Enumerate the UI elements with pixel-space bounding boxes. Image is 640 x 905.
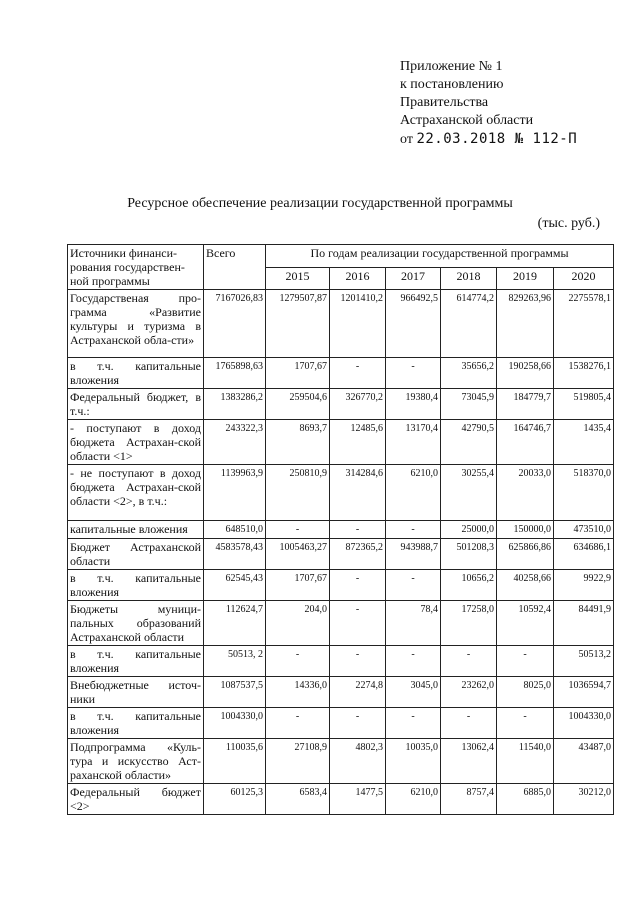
row-source: Федеральный бюджет, в т.ч.: <box>68 389 204 420</box>
header-years-group: По годам реализации государственной программы <box>266 245 614 268</box>
table-row <box>68 358 614 389</box>
header-source: Источники финанси-рования государствен-ной программы <box>68 245 204 290</box>
row-value-2020: 1036594,7 <box>554 677 614 708</box>
row-total: 112624,7 <box>204 601 266 646</box>
row-source: Бюджет Астраханской области <box>68 539 204 570</box>
row-value-2019: 11540,0 <box>497 739 554 784</box>
row-total: 243322,3 <box>204 420 266 465</box>
table-row <box>68 521 614 539</box>
appendix-line-1: Приложение № 1 <box>400 59 503 74</box>
row-value-2019: 10592,4 <box>497 601 554 646</box>
row-value-2018: 8757,4 <box>441 784 497 815</box>
appendix-block <box>400 58 577 149</box>
appendix-date-value: 22.03.2018 № 112-П <box>416 131 578 147</box>
row-source: капитальные вложения <box>68 521 204 539</box>
row-value-2017: - <box>386 708 441 739</box>
row-value-2019: - <box>497 708 554 739</box>
row-value-2020: 518370,0 <box>554 465 614 521</box>
row-value-2020: 30212,0 <box>554 784 614 815</box>
appendix-line-3: Правительства <box>400 95 489 110</box>
row-value-2017: - <box>386 646 441 677</box>
row-value-2020: 1435,4 <box>554 420 614 465</box>
row-value-2015: - <box>266 521 330 539</box>
header-year-2019: 2019 <box>497 267 554 290</box>
row-value-2016: - <box>330 570 386 601</box>
row-value-2018: 73045,9 <box>441 389 497 420</box>
row-value-2020: 84491,9 <box>554 601 614 646</box>
row-source: в т.ч. капитальные вложения <box>68 646 204 677</box>
table-row <box>68 677 614 708</box>
table-row <box>68 465 614 521</box>
row-value-2016: 2274,8 <box>330 677 386 708</box>
row-value-2017: - <box>386 358 441 389</box>
row-value-2017: 943988,7 <box>386 539 441 570</box>
row-value-2017: 6210,0 <box>386 784 441 815</box>
row-value-2018: 30255,4 <box>441 465 497 521</box>
row-value-2019: 40258,66 <box>497 570 554 601</box>
row-value-2016: 326770,2 <box>330 389 386 420</box>
units-label: (тыс. руб.) <box>537 216 600 231</box>
header-year-2015: 2015 <box>266 267 330 290</box>
row-source: Подпрограмма «Куль-тура и искусство Аст-раханской области» <box>68 739 204 784</box>
table-row <box>68 389 614 420</box>
row-value-2020: 50513,2 <box>554 646 614 677</box>
row-value-2015: 250810,9 <box>266 465 330 521</box>
row-total: 1087537,5 <box>204 677 266 708</box>
header-year-2020: 2020 <box>554 267 614 290</box>
row-source: в т.ч. капитальные вложения <box>68 570 204 601</box>
row-total: 50513, 2 <box>204 646 266 677</box>
row-value-2019: 164746,7 <box>497 420 554 465</box>
row-value-2019: 6885,0 <box>497 784 554 815</box>
row-value-2017: 966492,5 <box>386 290 441 358</box>
header-year-2018: 2018 <box>441 267 497 290</box>
table-row <box>68 739 614 784</box>
row-total: 1139963,9 <box>204 465 266 521</box>
row-value-2018: 42790,5 <box>441 420 497 465</box>
row-value-2017: - <box>386 521 441 539</box>
row-value-2017: 13170,4 <box>386 420 441 465</box>
row-value-2016: 314284,6 <box>330 465 386 521</box>
row-value-2018: 614774,2 <box>441 290 497 358</box>
row-value-2016: 872365,2 <box>330 539 386 570</box>
row-value-2018: 501208,3 <box>441 539 497 570</box>
appendix-date-prefix: от <box>400 132 417 147</box>
table-row <box>68 601 614 646</box>
row-value-2019: 150000,0 <box>497 521 554 539</box>
row-source: - не поступают в доход бюджета Астрахан-ской области <2>, в т.ч.: <box>68 465 204 521</box>
row-total: 1765898,63 <box>204 358 266 389</box>
row-value-2016: - <box>330 646 386 677</box>
table-row <box>68 570 614 601</box>
row-value-2015: 14336,0 <box>266 677 330 708</box>
row-value-2018: 25000,0 <box>441 521 497 539</box>
row-value-2019: 625866,86 <box>497 539 554 570</box>
row-total: 110035,6 <box>204 739 266 784</box>
row-value-2020: 1004330,0 <box>554 708 614 739</box>
row-value-2015: 1005463,27 <box>266 539 330 570</box>
row-value-2016: 1477,5 <box>330 784 386 815</box>
header-total: Всего <box>204 245 266 290</box>
row-value-2019: 184779,7 <box>497 389 554 420</box>
row-total: 7167026,83 <box>204 290 266 358</box>
table-body <box>68 290 614 815</box>
table-row <box>68 290 614 358</box>
row-value-2020: 43487,0 <box>554 739 614 784</box>
row-value-2020: 1538276,1 <box>554 358 614 389</box>
row-value-2016: - <box>330 708 386 739</box>
header-row-1 <box>68 245 614 268</box>
table-row <box>68 539 614 570</box>
row-value-2015: 259504,6 <box>266 389 330 420</box>
row-source: Бюджеты муници-пальных образований Астраханской области <box>68 601 204 646</box>
row-value-2018: 10656,2 <box>441 570 497 601</box>
row-value-2017: 19380,4 <box>386 389 441 420</box>
row-value-2016: - <box>330 358 386 389</box>
row-value-2016: - <box>330 521 386 539</box>
row-value-2020: 2275578,1 <box>554 290 614 358</box>
table-row <box>68 708 614 739</box>
row-value-2016: 12485,6 <box>330 420 386 465</box>
row-total: 4583578,43 <box>204 539 266 570</box>
row-value-2015: 27108,9 <box>266 739 330 784</box>
appendix-line-2: к постановлению <box>400 77 504 92</box>
row-value-2020: 9922,9 <box>554 570 614 601</box>
row-value-2015: - <box>266 708 330 739</box>
row-value-2017: 6210,0 <box>386 465 441 521</box>
row-value-2016: - <box>330 601 386 646</box>
row-total: 648510,0 <box>204 521 266 539</box>
resource-table <box>67 244 614 815</box>
row-value-2020: 519805,4 <box>554 389 614 420</box>
row-value-2018: - <box>441 646 497 677</box>
header-year-2016: 2016 <box>330 267 386 290</box>
appendix-date-line <box>400 130 577 149</box>
row-value-2015: - <box>266 646 330 677</box>
row-value-2018: 17258,0 <box>441 601 497 646</box>
row-source: в т.ч. капитальные вложения <box>68 708 204 739</box>
row-value-2017: 78,4 <box>386 601 441 646</box>
row-total: 1004330,0 <box>204 708 266 739</box>
row-value-2017: 3045,0 <box>386 677 441 708</box>
row-value-2020: 634686,1 <box>554 539 614 570</box>
row-value-2015: 1707,67 <box>266 570 330 601</box>
row-value-2019: 20033,0 <box>497 465 554 521</box>
row-total: 62545,43 <box>204 570 266 601</box>
header-year-2017: 2017 <box>386 267 441 290</box>
row-value-2015: 8693,7 <box>266 420 330 465</box>
row-value-2018: 35656,2 <box>441 358 497 389</box>
row-value-2019: 829263,96 <box>497 290 554 358</box>
row-value-2018: - <box>441 708 497 739</box>
row-total: 1383286,2 <box>204 389 266 420</box>
row-value-2018: 23262,0 <box>441 677 497 708</box>
row-value-2020: 473510,0 <box>554 521 614 539</box>
row-value-2018: 13062,4 <box>441 739 497 784</box>
row-source: Федеральный бюджет <2> <box>68 784 204 815</box>
row-value-2015: 6583,4 <box>266 784 330 815</box>
row-value-2017: - <box>386 570 441 601</box>
table-row <box>68 784 614 815</box>
row-source: в т.ч. капитальные вложения <box>68 358 204 389</box>
row-source: Государственая про-грамма «Развитие культуры и туризма в Астраханской обла-сти» <box>68 290 204 358</box>
appendix-line-4: Астраханской области <box>400 113 534 128</box>
row-value-2016: 4802,3 <box>330 739 386 784</box>
row-value-2019: 190258,66 <box>497 358 554 389</box>
document-title: Ресурсное обеспечение реализации государственной программы <box>127 196 513 211</box>
row-value-2015: 1707,67 <box>266 358 330 389</box>
row-value-2019: - <box>497 646 554 677</box>
row-value-2019: 8025,0 <box>497 677 554 708</box>
row-value-2015: 1279507,87 <box>266 290 330 358</box>
row-source: Внебюджетные источ-ники <box>68 677 204 708</box>
row-total: 60125,3 <box>204 784 266 815</box>
row-value-2017: 10035,0 <box>386 739 441 784</box>
row-source: - поступают в доход бюджета Астрахан-ской области <1> <box>68 420 204 465</box>
row-value-2016: 1201410,2 <box>330 290 386 358</box>
row-value-2015: 204,0 <box>266 601 330 646</box>
table-row <box>68 646 614 677</box>
table-row <box>68 420 614 465</box>
